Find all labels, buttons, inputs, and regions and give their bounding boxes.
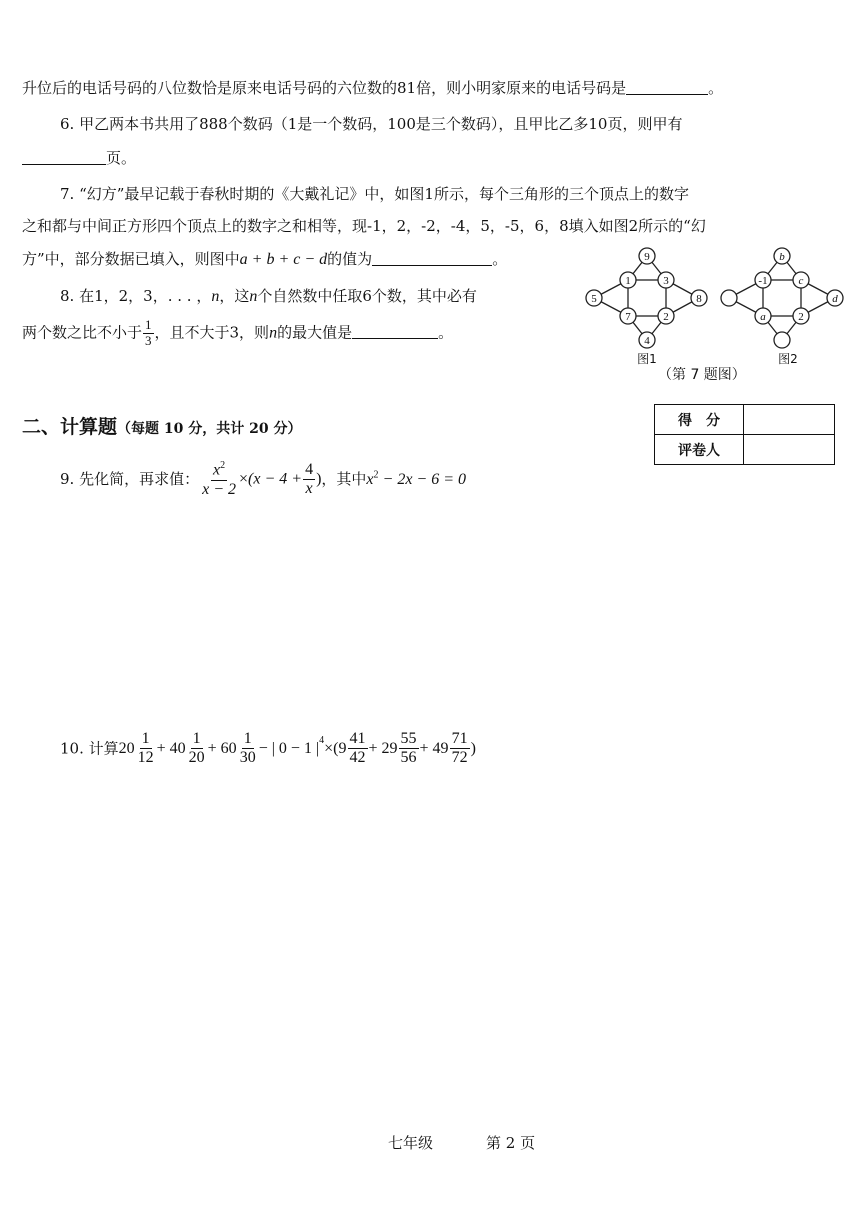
q10-t1-num: 1 [140, 730, 152, 749]
q8-frac-den: 3 [145, 332, 152, 348]
q10-t5-den: 56 [400, 749, 417, 767]
q10-t2-whole: + 40 [156, 739, 186, 757]
fig1-label-left: 5 [591, 293, 597, 305]
q8-line1-start: 8. 在1，2，3，. . . ， [60, 287, 212, 305]
score-value-cell[interactable] [744, 405, 835, 435]
fig2-label-sq-bl: a [760, 311, 766, 323]
q5-text: 升位后的电话号码的八位数恰是原来电话号码的六位数的81倍，则小明家原来的电话号码是 [22, 79, 627, 97]
q10-t6-whole: + 49 [419, 739, 449, 757]
fig2-node-bottom [774, 332, 790, 348]
q8-n3: n [269, 324, 278, 342]
fig2-label-top: b [779, 251, 785, 263]
q5-end: 。 [708, 79, 724, 97]
q10-t4-num: 41 [348, 730, 368, 749]
q8-line2-end: 的最大值是 [277, 323, 353, 342]
q10-frac-6 [450, 730, 470, 768]
q9-paren-start: (x − 4 + [248, 470, 303, 488]
q10-abs-sup: 4 [319, 734, 325, 746]
q9-frac1-sup: 2 [220, 460, 226, 471]
q9-cond-sup: 2 [373, 469, 379, 481]
q9-frac2-den: x [305, 480, 313, 498]
q9-line [60, 460, 466, 499]
q6-line2 [22, 150, 136, 166]
q8-line1-end: 个自然数中任取6个数，其中必有 [257, 287, 477, 305]
q5-answer-blank[interactable] [626, 80, 708, 95]
fig2-node-left [721, 290, 737, 306]
q8-n: n [211, 288, 220, 305]
q10-t2-den: 20 [188, 749, 205, 767]
q6-line1: 6. 甲乙两本书共用了888个数码（1是一个数码，100是三个数码），且甲比乙多10页，则甲有 [60, 115, 683, 133]
q10-t4-den: 42 [349, 749, 366, 767]
q9-frac1-den: x − 2 [202, 480, 236, 498]
q10-t5-whole: + 29 [368, 739, 398, 757]
q9-fraction-1 [200, 460, 238, 499]
fig2-caption: 图2 [778, 352, 798, 366]
fig1-label-bottom: 4 [644, 335, 650, 347]
q10-t6-num: 71 [450, 730, 470, 749]
fig1-label-sq-tl: 1 [625, 275, 631, 287]
q10-frac-1 [136, 730, 156, 768]
q8-answer-blank[interactable] [352, 324, 438, 339]
score-label: 得 分 [655, 405, 744, 435]
fig2-label-sq-tr: c [798, 275, 804, 287]
q10-t1-whole: 20 [118, 739, 135, 757]
q10-label: 10. 计算 [60, 739, 119, 758]
section-title-text: 二、计算题 [22, 416, 118, 438]
q8-n2: n [249, 288, 258, 305]
q5-line [22, 80, 723, 96]
q10-t1-den: 12 [137, 749, 154, 767]
q10-t5-num: 55 [399, 730, 419, 749]
fig1-label-top: 9 [644, 251, 650, 263]
fig2-label-sq-br: 2 [798, 311, 804, 323]
q7-line2: 之和都与中间正方形四个顶点上的数字之和相等，现-1，2，-2，-4，5，-5，6，8填入如图2所示的“幻 [22, 217, 706, 235]
q9-fraction-2 [303, 461, 315, 499]
fig1-label-sq-tr: 3 [663, 275, 669, 287]
score-table [654, 404, 835, 465]
q9-where: ，其中 [321, 470, 367, 489]
q10-times-paren: ×(9 [324, 739, 347, 757]
q8-fraction [143, 318, 154, 349]
fig2-label-sq-tl: -1 [758, 275, 768, 287]
fig1-lines [594, 256, 699, 340]
q10-t3-den: 30 [239, 749, 256, 767]
footer-grade: 七年级 [388, 1134, 434, 1152]
q7-end: 。 [492, 250, 508, 268]
q8-line1-mid: ，这 [219, 287, 250, 305]
grader-value-cell[interactable] [744, 435, 835, 465]
q9-condition [366, 471, 466, 488]
fig2-lines [729, 256, 835, 340]
q6-answer-blank[interactable] [22, 150, 106, 165]
q10-t2-num: 1 [191, 730, 203, 749]
q10-frac-5 [399, 730, 419, 768]
q7-line3 [22, 251, 507, 268]
q10-close: ) [470, 739, 476, 757]
q8-line2 [22, 318, 453, 349]
q8-line2-start: 两个数之比不小于 [22, 323, 143, 342]
q7-answer-blank[interactable] [372, 251, 492, 266]
fig2-label-right: d [832, 293, 838, 305]
grader-label: 评卷人 [655, 435, 744, 465]
q7-line1: 7. “幻方”最早记载于春秋时期的《大戴礼记》中，如图1所示，每个三角形的三个顶点上的数字 [60, 185, 689, 203]
q7-line3-start: 方”中，部分数据已填入，则图中 [22, 250, 240, 268]
q8-final: 。 [438, 323, 454, 342]
q7-line3-mid: 的值为 [327, 250, 373, 268]
q9-cond-x: x [366, 471, 374, 489]
q9-times: × [239, 470, 249, 488]
fig1-caption: 图1 [637, 352, 657, 366]
q10-frac-4 [348, 730, 368, 768]
q9-cond-rest: − 2x − 6 = 0 [378, 471, 467, 489]
q8-frac-num: 1 [145, 317, 152, 332]
q10-abs: − | 0 − 1 | [258, 739, 320, 757]
q8-line2-mid: ，且不大于3，则 [154, 323, 270, 342]
q7-figure [578, 240, 858, 368]
q10-t6-den: 72 [451, 749, 468, 767]
q7-expression: a + b + c − d [239, 251, 328, 268]
q6-end: 页。 [106, 149, 137, 167]
q10-line [60, 730, 476, 768]
q9-frac1-num: x [212, 461, 221, 479]
q10-frac-3 [238, 730, 258, 768]
q10-t3-num: 1 [242, 730, 254, 749]
q8-line1 [60, 289, 477, 305]
q7-figure-caption: （第 7 题图） [658, 367, 746, 383]
fig1-label-right: 8 [696, 293, 702, 305]
footer-page: 第 2 页 [486, 1134, 536, 1152]
fig1-label-sq-bl: 7 [625, 311, 631, 323]
section-note: （每题 10 分，共计 20 分） [117, 421, 302, 437]
q9-label: 9. 先化简，再求值： [60, 470, 200, 489]
q9-paren-end: ) [316, 470, 322, 488]
q10-frac-2 [187, 730, 207, 768]
section-title [22, 412, 301, 439]
fig1-label-sq-br: 2 [663, 311, 669, 323]
q9-frac2-num: 4 [303, 461, 315, 480]
q10-t3-whole: + 60 [207, 739, 237, 757]
